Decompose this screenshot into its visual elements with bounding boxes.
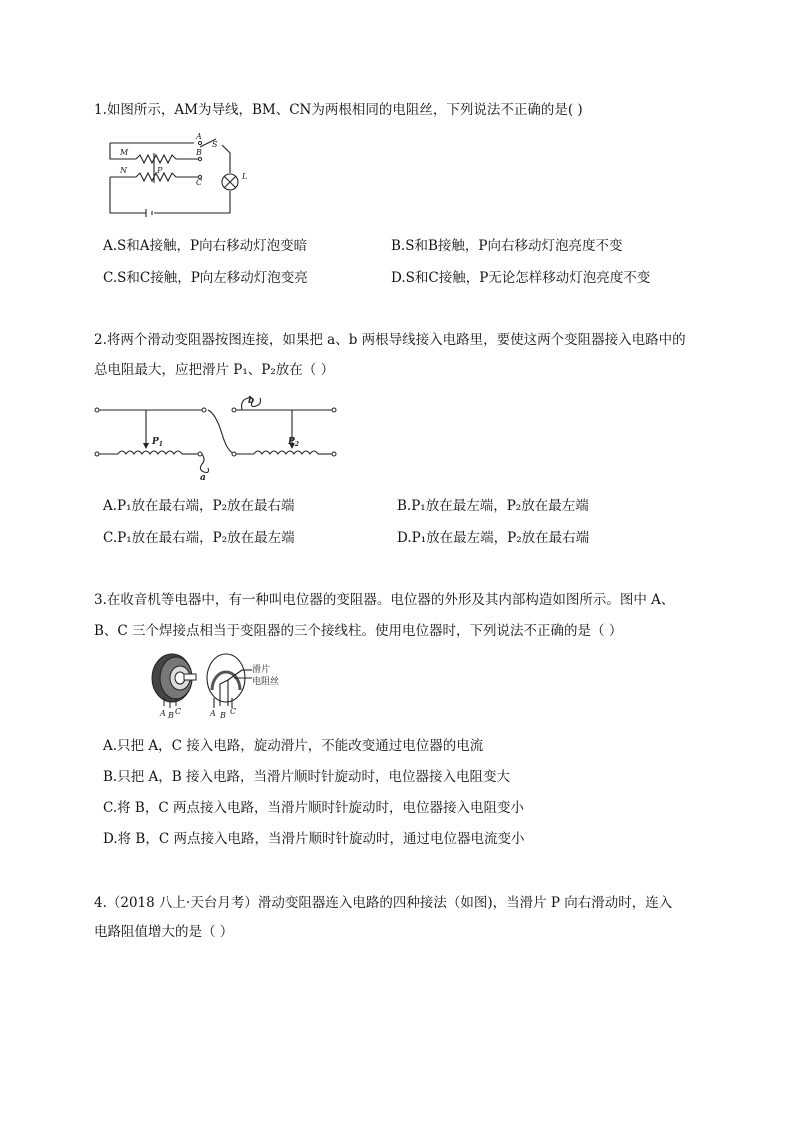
q3-label-outer-B: B — [168, 711, 174, 720]
q3-label-outer-A: A — [160, 709, 166, 718]
q2-label-b: b — [248, 396, 255, 406]
question-2-stem-line-2: 总电阻最大，应把滑片 P₁、P₂放在（ ） — [94, 362, 335, 378]
q3-label-outer-C: C — [175, 707, 182, 716]
q1-label-L: L — [242, 172, 248, 181]
q2-label-p1: $P_1$ — [152, 437, 163, 448]
q2-option-c[interactable]: C.P₁放在最右端，P₂放在最左端 — [103, 530, 295, 546]
q3-option-a[interactable]: A.只把 A，C 接入电路，旋动滑片，不能改变通过电位器的电流 — [103, 738, 484, 754]
q3-label-wire: 电阻丝 — [252, 677, 280, 687]
q1-label-S: S — [212, 140, 218, 149]
question-4-stem-line-1: 4.（2018 八上·天台月考）滑动变阻器连入电路的四种接法（如图)，当滑片 P 向右滑动时，连入 — [94, 895, 673, 911]
q1-option-d[interactable]: D.S和C接触，P无论怎样移动灯泡亮度不变 — [391, 270, 651, 286]
q3-potentiometer-figure — [148, 650, 298, 722]
q1-label-A: A — [196, 133, 202, 141]
question-3-stem-line-1: 3.在收音机等电器中，有一种叫电位器的变阻器。电位器的外形及其内部构造如图所示。图中 A、 — [94, 592, 675, 608]
q1-label-P: P — [157, 166, 163, 175]
q1-option-b[interactable]: B.S和B接触，P向右移动灯泡亮度不变 — [391, 238, 623, 254]
q2-rheostat-figure — [92, 392, 342, 484]
q2-label-p2: $P_2$ — [288, 437, 299, 448]
q3-option-b[interactable]: B.只把 A，B 接入电路，当滑片顺时针旋动时，电位器接入电阻变大 — [103, 769, 510, 785]
q1-option-c[interactable]: C.S和C接触，P向左移动灯泡变亮 — [103, 270, 308, 286]
q1-label-B: B — [196, 148, 202, 157]
q2-label-a: a — [200, 473, 206, 483]
q2-option-a[interactable]: A.P₁放在最右端，P₂放在最右端 — [103, 498, 295, 514]
question-1-stem: 1.如图所示，AM为导线，BM、CN为两根相同的电阻丝，下列说法不正确的是( ) — [94, 102, 583, 118]
q2-option-d[interactable]: D.P₁放在最左端，P₂放在最右端 — [397, 530, 590, 546]
q2-option-b[interactable]: B.P₁放在最左端，P₂放在最左端 — [397, 498, 589, 514]
q3-label-slider: 滑片 — [252, 665, 271, 675]
q3-label-inner-A: A — [210, 709, 216, 718]
q1-label-N: N — [120, 166, 127, 175]
q3-option-d[interactable]: D.将 B，C 两点接入电路，当滑片顺时针旋动时，通过电位器电流变小 — [103, 831, 525, 847]
q3-option-c[interactable]: C.将 B，C 两点接入电路，当滑片顺时针旋动时，电位器接入电阻变小 — [103, 800, 524, 816]
question-4-stem-line-2: 电路阻值增大的是（ ） — [94, 924, 234, 940]
q3-label-inner-B: B — [220, 711, 226, 720]
q1-circuit-figure — [96, 133, 256, 217]
question-3-stem-line-2: B、C 三个焊接点相当于变阻器的三个接线柱。使用电位器时，下列说法不正确的是（ ） — [94, 623, 623, 639]
q1-label-C: C — [196, 178, 203, 187]
q1-option-a[interactable]: A.S和A接触，P向右移动灯泡变暗 — [103, 238, 308, 254]
q3-label-inner-C: C — [230, 707, 237, 716]
q1-label-M: M — [120, 148, 129, 157]
question-2-stem-line-1: 2.将两个滑动变阻器按图连接，如果把 a、b 两根导线接入电路里，要使这两个变阻器接入电路中的 — [94, 332, 686, 348]
